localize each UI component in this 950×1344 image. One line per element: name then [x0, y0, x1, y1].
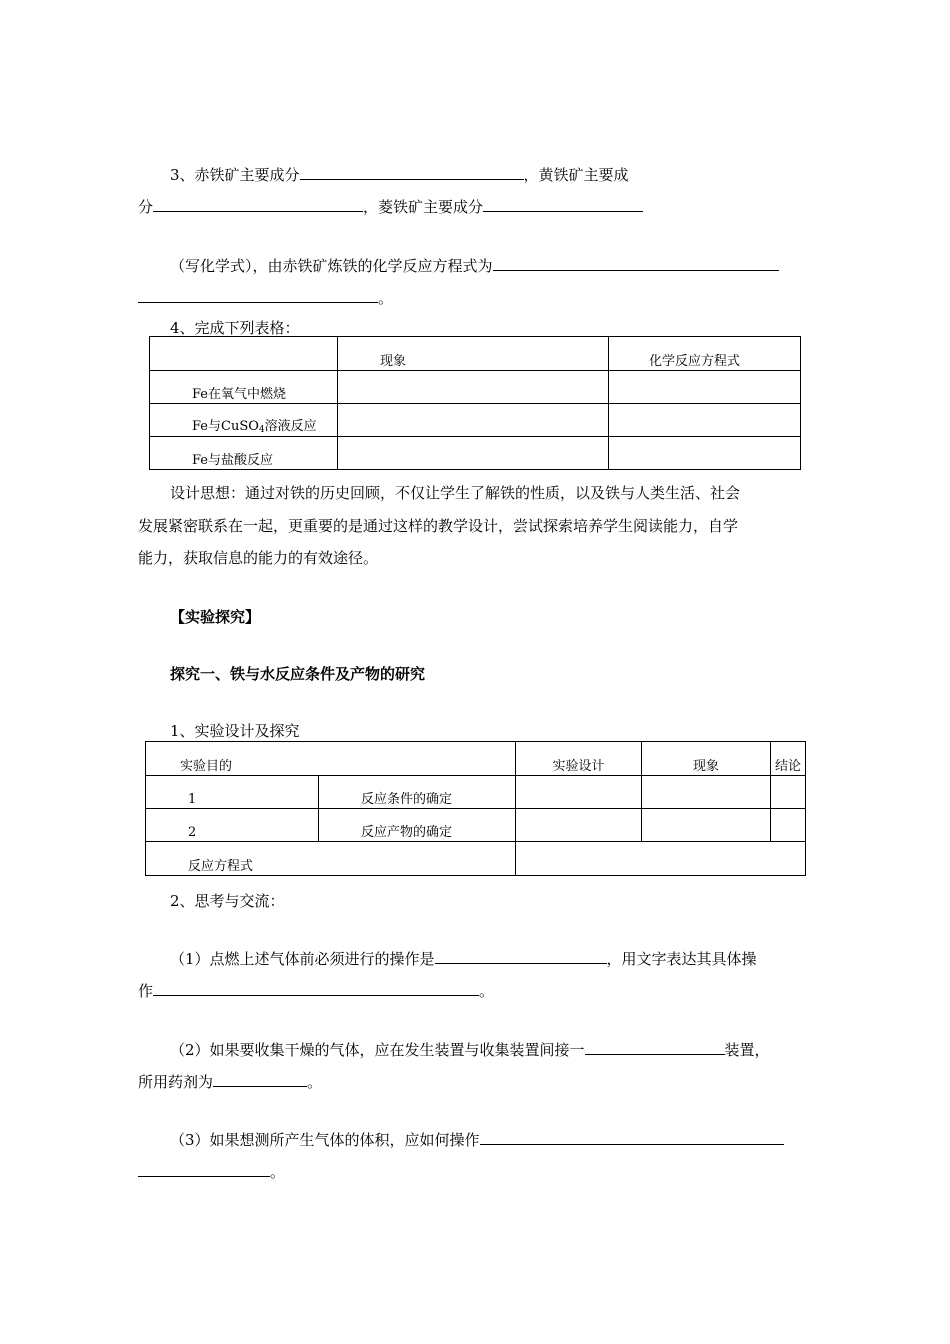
header-purpose: 实验目的 — [146, 742, 516, 776]
q1-text: （1）点燃上述气体前必须进行的操作是 — [170, 950, 435, 968]
device-blank[interactable] — [585, 1039, 725, 1055]
reagent-blank[interactable] — [213, 1071, 307, 1087]
design-line-2: 发展紧密联系在一起，更重要的是通过这样的教学设计，尝试探索培养学生阅读能力，自学 — [138, 517, 739, 535]
header-design: 实验设计 — [515, 742, 641, 776]
period: 。 — [270, 1163, 286, 1181]
cell-input[interactable] — [609, 437, 801, 470]
volume-blank-1[interactable] — [480, 1129, 784, 1145]
operation-blank[interactable] — [435, 948, 607, 964]
period: 。 — [307, 1073, 323, 1091]
think-q1-line2 — [138, 980, 494, 1001]
think-q3-line1 — [170, 1129, 784, 1150]
q3-text: （3）如果想测所产生气体的体积，应如何操作 — [170, 1131, 480, 1149]
experiment-title: 1、实验设计及探究 — [170, 722, 300, 740]
row-label-fe-oxygen: Fe在氧气中燃烧 — [150, 371, 338, 404]
row-purpose-condition: 反应条件的确定 — [319, 776, 516, 809]
table-row — [150, 371, 801, 404]
volume-blank-2[interactable] — [138, 1161, 270, 1177]
q3-text: ，黄铁矿主要成 — [523, 166, 629, 184]
q1-text: 作 — [138, 982, 154, 1000]
header-conclusion: 结论 — [770, 742, 805, 776]
table-row — [150, 404, 801, 437]
cell-input[interactable] — [515, 809, 641, 842]
cell-input[interactable] — [515, 776, 641, 809]
operation-detail-blank[interactable] — [153, 980, 479, 996]
period: 。 — [479, 982, 495, 1000]
design-line-1: 设计思想：通过对铁的历史回顾，不仅让学生了解铁的性质，以及铁与人类生活、社会 — [170, 484, 741, 502]
cell-input[interactable] — [338, 437, 609, 470]
table-header-empty — [150, 337, 338, 371]
q2-text: （2）如果要收集干燥的气体，应在发生装置与收集装置间接一 — [170, 1041, 585, 1059]
cell-input[interactable] — [338, 371, 609, 404]
cell-input[interactable] — [641, 776, 770, 809]
think-q2-line2 — [138, 1071, 322, 1092]
row-purpose-product: 反应产物的确定 — [319, 809, 516, 842]
q3-text: ，菱铁矿主要成分 — [363, 198, 484, 216]
table-header-row — [150, 337, 801, 371]
subscript-4: 4 — [258, 425, 265, 435]
fe-cuso-text: Fe与CuSO — [192, 419, 259, 434]
q3-line2 — [138, 196, 643, 217]
cell-input[interactable] — [338, 404, 609, 437]
cell-input[interactable] — [515, 842, 805, 876]
think-q2-line1 — [170, 1039, 770, 1060]
cell-input[interactable] — [770, 776, 805, 809]
table-row — [150, 437, 801, 470]
table-row — [146, 842, 806, 876]
experiment-table — [145, 741, 806, 876]
cell-input[interactable] — [609, 371, 801, 404]
q4-table — [149, 336, 801, 470]
row-label-fe-cuso4 — [150, 404, 338, 437]
q1-text: ，用文字表达其具体操 — [606, 950, 757, 968]
row-label-fe-hcl: Fe与盐酸反应 — [150, 437, 338, 470]
inquiry-heading: 探究一、铁与水反应条件及产物的研究 — [170, 665, 426, 683]
equation-blank-1[interactable] — [493, 255, 779, 271]
q3-line4 — [138, 287, 393, 308]
q4-title: 4、完成下列表格： — [170, 319, 300, 337]
table-header-phenomenon: 现象 — [338, 337, 609, 371]
equation-blank-2[interactable] — [138, 287, 378, 303]
cell-input[interactable] — [770, 809, 805, 842]
row-number: 1 — [146, 776, 319, 809]
q2-text: 所用药剂为 — [138, 1073, 214, 1091]
section-heading: 【实验探究】 — [170, 608, 261, 626]
solution-text: 溶液反应 — [264, 419, 317, 434]
q2-text: 装置， — [724, 1041, 770, 1059]
cell-input[interactable] — [609, 404, 801, 437]
header-phenomenon: 现象 — [641, 742, 770, 776]
table-header-equation: 化学反应方程式 — [609, 337, 801, 371]
row-equation-label: 反应方程式 — [146, 842, 516, 876]
table-header-row — [146, 742, 806, 776]
q3-line3 — [170, 255, 779, 276]
q3-text: （写化学式），由赤铁矿炼铁的化学反应方程式为 — [170, 257, 493, 275]
q3-text: 分 — [138, 198, 154, 216]
think-q3-line2 — [138, 1161, 285, 1182]
table-row — [146, 776, 806, 809]
period: 。 — [378, 289, 394, 307]
q3-text: 3、赤铁矿主要成分 — [170, 166, 300, 184]
design-line-3: 能力，获取信息的能力的有效途径。 — [138, 549, 379, 567]
think-q1-line1 — [170, 948, 757, 969]
hematite-blank[interactable] — [300, 164, 524, 180]
cell-input[interactable] — [641, 809, 770, 842]
table-row — [146, 809, 806, 842]
row-number: 2 — [146, 809, 319, 842]
q3-line1 — [170, 164, 629, 185]
siderite-blank[interactable] — [483, 196, 643, 212]
pyrite-blank[interactable] — [153, 196, 363, 212]
think-title: 2、思考与交流： — [170, 892, 285, 910]
